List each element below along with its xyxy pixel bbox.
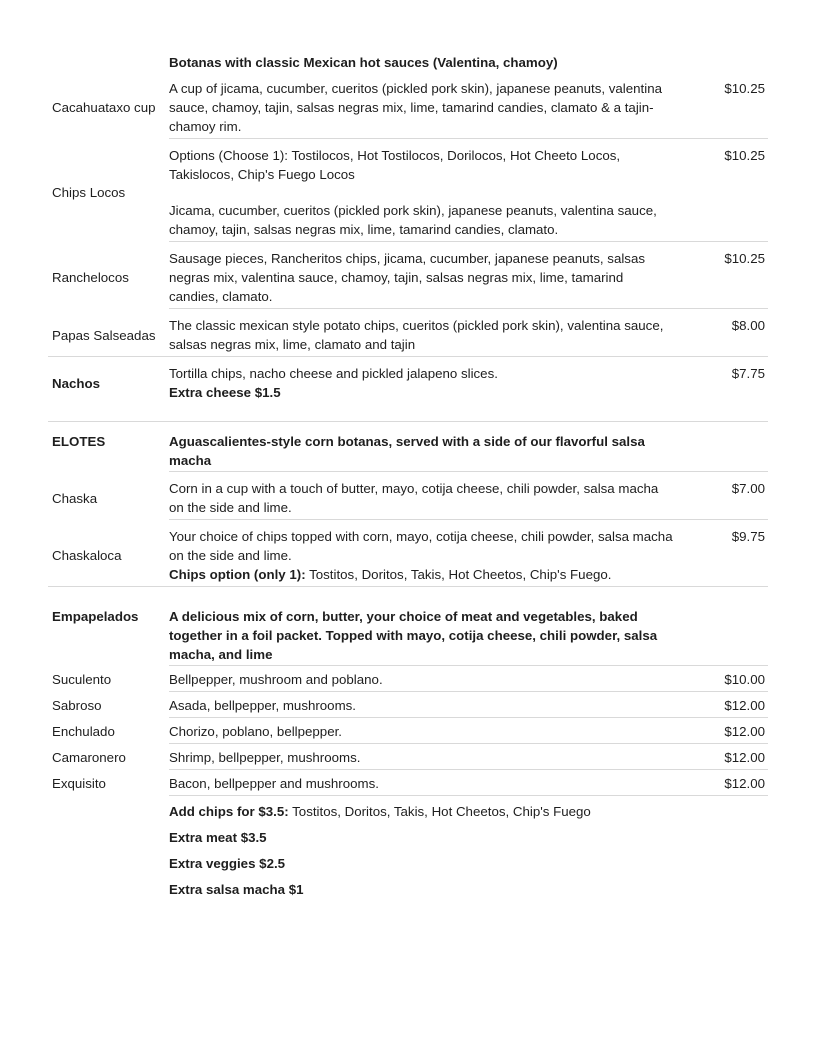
botanas-header-row [48,53,768,72]
item-row-sabroso [48,692,768,717]
note-text: Tostitos, Doritos, Takis, Hot Cheetos, Chip's Fuego [288,804,591,819]
chips-option-text: Tostitos, Doritos, Takis, Hot Cheetos, Chip's Fuego. [305,567,612,582]
item-description: Chorizo, poblano, bellpepper. [169,724,342,739]
item-chips-option [169,565,676,584]
item-name: Chips Locos [52,185,126,200]
item-row-papas-salseadas [48,309,768,356]
item-price: $12.00 [724,724,765,739]
item-name: Nachos [52,375,101,391]
section-title: Empapelados [52,609,139,624]
item-name: Camaronero [52,750,126,765]
item-name: Enchulado [52,724,115,739]
item-name: Chaska [52,490,98,506]
item-name: Exquisito [52,776,106,791]
item-price: $8.00 [731,318,765,333]
item-desc-main: Jicama, cucumber, cueritos (pickled pork skin), japanese peanuts, valentina sauce, chamoy, tajin, salsas negras mix, lime, tamarind candies, clamato. [169,203,657,237]
item-price: $12.00 [724,698,765,713]
item-row-nachos [48,357,768,404]
chips-option-label: Chips option (only 1): [169,567,306,582]
item-description: Shrimp, bellpepper, mushrooms. [169,750,361,765]
item-description: Asada, bellpepper, mushrooms. [169,698,357,713]
item-name: Sabroso [52,698,102,713]
item-desc-main: Your choice of chips topped with corn, mayo, cotija cheese, chili powder, salsa macha on the side and lime. [169,529,673,563]
item-row-exquisito [48,770,768,795]
item-description: Bellpepper, mushroom and poblano. [169,672,383,687]
item-description: The classic mexican style potato chips, cueritos (pickled pork skin), valentina sauce, salsas negras mix, lime, clamato and tajin [169,318,664,352]
item-description [169,146,690,239]
note-bold: Extra meat $3.5 [169,830,267,845]
item-description [169,364,690,402]
item-description: Corn in a cup with a touch of butter, mayo, cotija cheese, chili powder, salsa macha on the side and lime. [169,481,659,515]
item-description [169,527,690,584]
item-name: Ranchelocos [52,270,129,285]
note-add-chips [169,802,768,821]
item-row-cacahuataxo-cup [48,72,768,138]
item-price: $10.25 [724,81,765,96]
item-desc-options: Options (Choose 1): Tostilocos, Hot Tostilocos, Dorilocos, Hot Cheeto Locos, Takislocos, Chip's Fuego Locos [169,148,621,182]
section-title: ELOTES [52,434,106,449]
item-price: $7.75 [731,366,765,381]
item-price: $12.00 [724,750,765,765]
item-price: $10.25 [724,251,765,266]
item-name: Cacahuataxo cup [52,100,156,115]
item-row-enchulado [48,718,768,743]
item-row-chaska [48,472,768,519]
note-extra-salsa-macha [169,880,768,899]
item-name: Suculento [52,672,112,687]
note-bold: Extra veggies $2.5 [169,856,286,871]
botanas-section-header: Botanas with classic Mexican hot sauces (Valentina, chamoy) [169,55,558,70]
item-description: Bacon, bellpepper and mushrooms. [169,776,379,791]
note-bold: Extra salsa macha $1 [169,882,304,897]
item-price: $12.00 [724,776,765,791]
extras-notes [169,796,768,899]
item-desc-main: Tortilla chips, nacho cheese and pickled jalapeno slices. [169,366,498,381]
botanas-header-spacer [48,53,169,72]
item-price: $9.75 [731,529,765,544]
empapelados-section-header: A delicious mix of corn, butter, your choice of meat and vegetables, baked together in a foil packet. Topped with mayo, cotija cheese, chili powder, salsa macha, and lime [169,609,658,662]
note-extra-veggies [169,854,768,873]
item-row-ranchelocos [48,242,768,308]
elotes-section-header: Aguascalientes-style corn botanas, served with a side of our flavorful salsa macha [169,434,645,468]
item-row-suculento [48,666,768,691]
item-description: Sausage pieces, Rancheritos chips, jicama, cucumber, japanese peanuts, salsas negras mix, valentina sauce, chamoy, tajin, salsas negras mix, lime, tamarind candies, clamato. [169,251,645,304]
item-price: $10.00 [724,672,765,687]
item-row-chips-locos [48,139,768,241]
item-name: Chaskaloca [52,548,122,563]
item-price: $10.25 [724,148,765,163]
item-price: $7.00 [731,481,765,496]
elotes-header-row [48,422,768,471]
item-row-camaronero [48,744,768,769]
note-extra-meat [169,828,768,847]
section-gap [48,404,768,421]
item-extra-note: Extra cheese $1.5 [169,385,281,400]
item-name: Papas Salseadas [52,327,156,343]
note-bold: Add chips for $3.5: [169,804,289,819]
item-description: A cup of jicama, cucumber, cueritos (pickled pork skin), japanese peanuts, valentina sauce, chamoy, tajin, salsas negras mix, lime, tamarind candies, clamato & a tajin-chamoy rim. [169,81,662,134]
empapelados-header-row [48,587,768,665]
item-row-chaskaloca [48,520,768,586]
